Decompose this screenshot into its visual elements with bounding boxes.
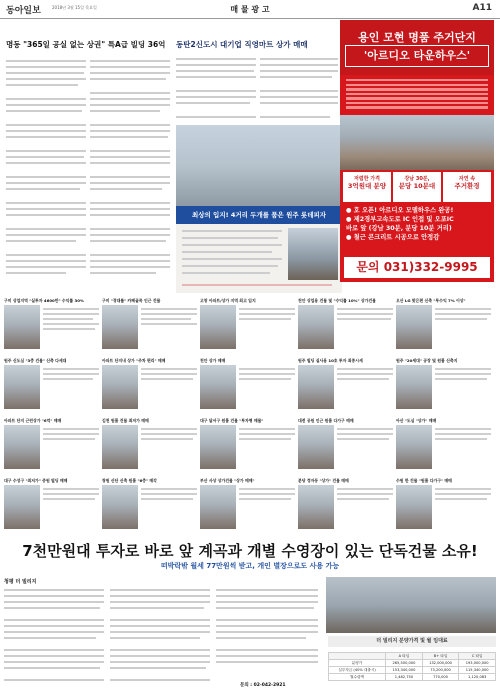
brochure-ad — [340, 20, 494, 282]
page-number: A11 — [472, 3, 492, 13]
brochure-card: 강남 30분, 분당 10분대 — [393, 172, 441, 202]
headline-left: 명동 "365일 공실 없는 상권" 특A급 빌딩 36억 — [6, 40, 166, 49]
list-item: 오산 LG 맞은편 신축 "투수익 7% 이상" — [396, 298, 494, 356]
list-item: 아파트 단지내 상가 "주차 편리" 매매 — [102, 358, 200, 416]
issue-date: 2018년 3월 15일 목요일 — [52, 5, 97, 10]
list-item: 천안 상가 매매 — [200, 358, 298, 416]
list-item: 구미 상업지역 "실투자 4600만" 수익률 30% — [4, 298, 102, 356]
list-item: 대구 수성구 "최저가" 중원 빌딩 매매 — [4, 478, 102, 536]
list-item: 아산 "도심 "상가" 매매 — [396, 418, 494, 476]
list-item: 분당 정자동 "상가" 건물 매매 — [298, 478, 396, 536]
brochure-bullets: ● 호 오픈! 아르디오 모델하우스 완공! ● 제2경부고속도로 IC 인접 및 오포IC 바로 앞 (강남 30분, 분당 10분 거리) ● 철근 콘크리트 시공으로 안정감 — [346, 207, 454, 241]
bottom-ad-subtitle: 떠박락밖 월세 77만원씩 받고, 개인 별장으로도 사용 가능 — [160, 562, 340, 570]
table-row: 실투자금 (40% 대출시) 153,340,000 73,200,000 115,340,000 — [329, 667, 496, 674]
article-heading: 청평 더 빌리지 — [4, 579, 37, 585]
price-table — [328, 652, 496, 681]
table-title: 더 빌리지 분양가격 및 월 임대료 — [328, 636, 496, 647]
list-item: 구미 "경대를" 카페골목 인근 건물 — [102, 298, 200, 356]
list-item: 대전 공원 인근 원룸 다가구 매매 — [298, 418, 396, 476]
list-item: 고창 아파트/상가 지역 최고 입지 — [200, 298, 298, 356]
headline-right: 동탄2신도시 대기업 직영마트 상가 매매 — [176, 40, 308, 49]
brochure-phone: 문의 031)332-9995 — [344, 257, 490, 278]
brochure-title: 용인 모현 명품 주거단지 — [358, 31, 476, 44]
table-row: 월수령액 1,482,750 770,000 1,120,083 — [329, 674, 496, 681]
table-row: A 타입 B+ 타입 C 타입 — [329, 653, 496, 660]
brochure-name: '아르디오 타운하우스' — [345, 45, 489, 67]
list-item: 아파트 단지 근린상가 "6억" 매매 — [4, 418, 102, 476]
brochure-text — [346, 79, 488, 111]
article-phone: 문의 : 02-042-2921 — [240, 683, 286, 688]
list-item: 천안 상업용 건물 및 "수익률 10%" 상가건물 — [298, 298, 396, 356]
masthead — [0, 0, 500, 19]
center-ad-photo — [176, 125, 342, 207]
bottom-photos — [326, 577, 496, 633]
list-item: 원주 빌딩 실사용 10호 투자 최종시세 — [298, 358, 396, 416]
brochure-card: 자연 속 주거환경 — [443, 172, 491, 202]
table-row: 분양가 265,500,000 132,000,000 193,000,000 — [329, 660, 496, 667]
center-ad — [176, 206, 342, 293]
bottom-ad-title: 7천만원대 투자로 바로 앞 계곡과 개별 수영장이 있는 단독건물 소유! — [22, 542, 478, 560]
list-item: 김천 원룸 건물 최저가 매매 — [102, 418, 200, 476]
brochure-cards — [343, 172, 491, 202]
list-item: 대구 달서구 원룸 건물 "투자형 매물" — [200, 418, 298, 476]
newspaper-logo: 동아일보 — [6, 6, 41, 16]
list-item: 원주 신도심 "3층 건물" 신축 다세대 — [4, 358, 102, 416]
listing-grid — [4, 298, 496, 541]
center-ad-heading: 최상의 입지! 4거리 두개를 품은 원주 롯데피자 — [176, 206, 342, 224]
brochure-card: 저렴한 가격 3억원대 분양 — [343, 172, 391, 202]
center-ad-building-photo — [288, 228, 338, 280]
section-title: 매 물 광 고 — [230, 5, 270, 14]
list-item: 수원 한 건물 "원룸 다가구" 매매 — [396, 478, 494, 536]
brochure-photo — [340, 115, 494, 170]
list-item: 원주 "20세대" 공장 및 원룸 신축지 — [396, 358, 494, 416]
list-item: 부산 사상 상가건물 "상가 매매" — [200, 478, 298, 536]
list-item: 창원 산단 신축 원룸 "6층" 매각 — [102, 478, 200, 536]
